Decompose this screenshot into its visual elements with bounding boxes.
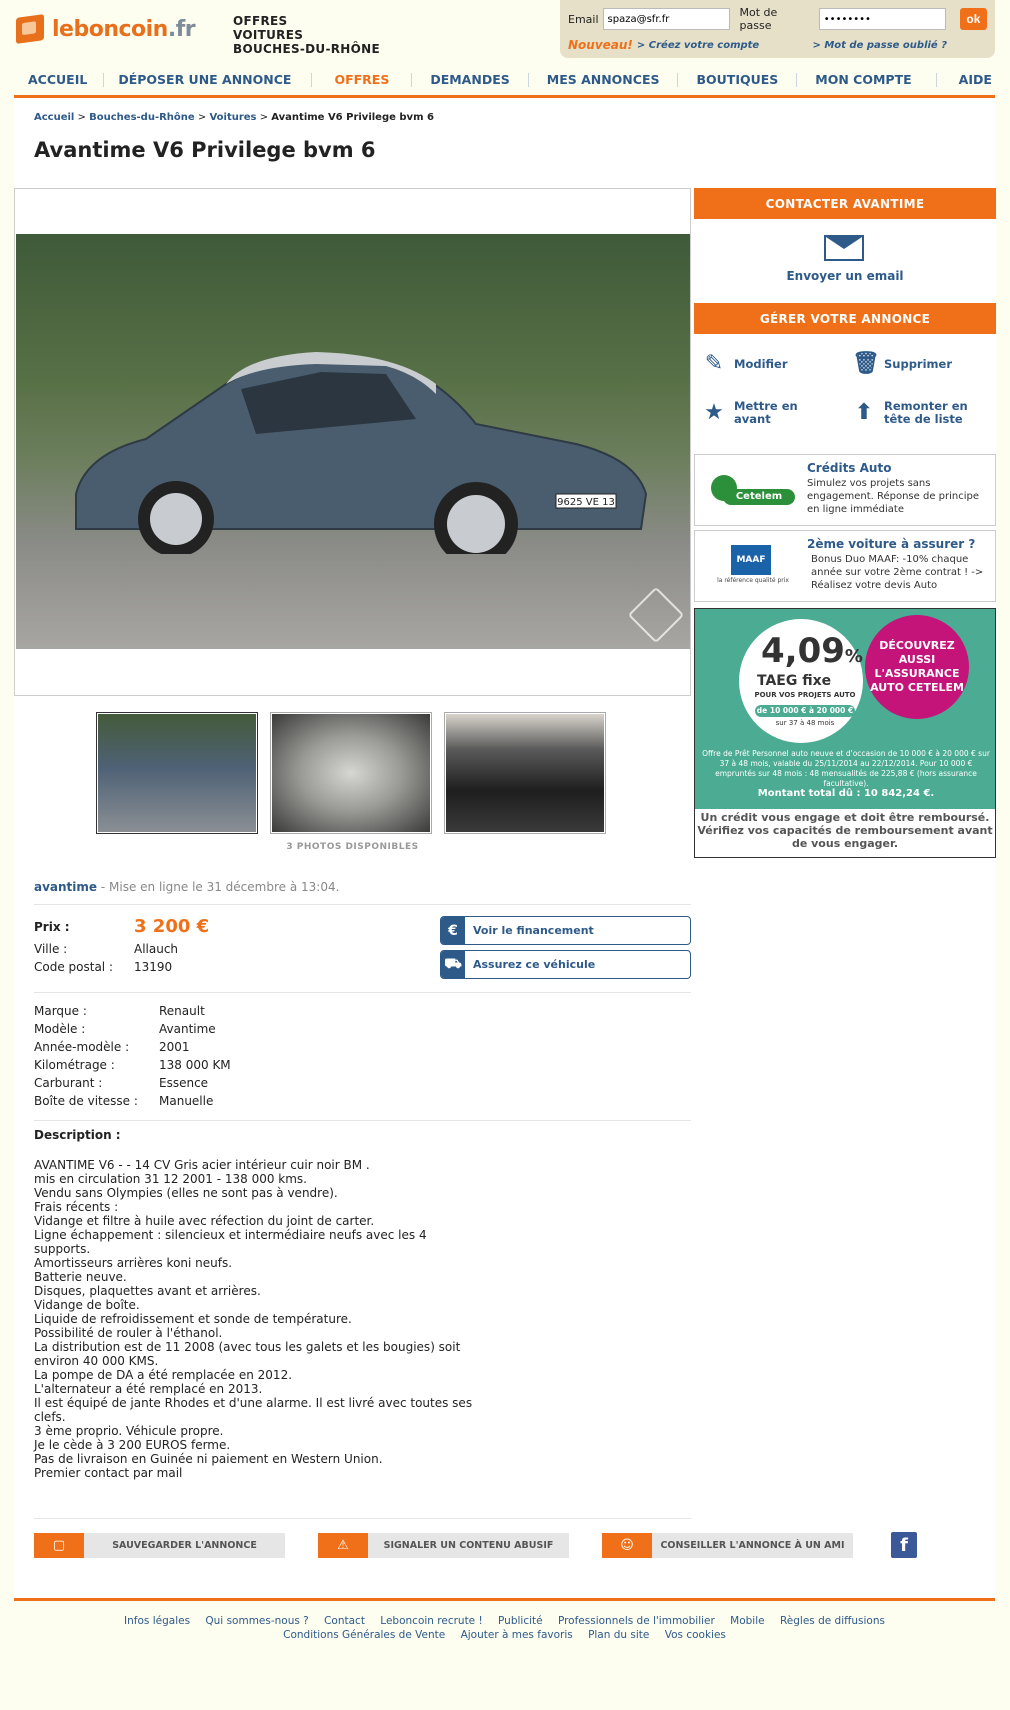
main-photo-frame[interactable] [14, 188, 691, 696]
login-ok-button[interactable]: ok [960, 8, 987, 30]
nav-aide[interactable]: AIDE [958, 71, 992, 87]
photos-count: 3 PHOTOS DISPONIBLES [286, 842, 419, 852]
warning-icon: ⚠ [318, 1533, 368, 1558]
sidebar [694, 188, 996, 858]
main-nav [14, 64, 995, 98]
cetelem-ad[interactable] [694, 454, 996, 526]
thumbnail-engine[interactable] [270, 712, 432, 834]
nav-mes-annonces[interactable]: MES ANNONCES [529, 73, 679, 87]
spec-row: Année-modèle : 2001 [34, 1040, 190, 1054]
posted-date: - Mise en ligne le 31 décembre à 13:04. [100, 880, 340, 894]
ad-body: Bonus Duo MAAF: -10% chaque année sur votre 2ème contrat ! -> Réalisez votre devis Auto [811, 554, 984, 591]
logo-cube-icon [14, 12, 48, 46]
footer-link[interactable]: Mobile [730, 1615, 765, 1627]
watermark-icon [628, 587, 685, 644]
ad-body: Simulez vos projets sans engagement. Réponse de principe en ligne immédiate [807, 478, 980, 515]
manage-header: GÉRER VOTRE ANNONCE [694, 303, 996, 334]
star-icon: ★ [704, 400, 724, 425]
nav-accueil[interactable]: ACCUEIL [14, 73, 104, 87]
arrow-up-icon: ⬆ [854, 400, 874, 425]
banner-warning: Un crédit vous engage et doit être remboursé. Vérifiez vos capacités de remboursement avant de vous engager. [695, 809, 995, 858]
envelope-icon [824, 235, 864, 261]
banner-taeg: TAEG fixe [757, 673, 832, 689]
nav-demandes[interactable]: DEMANDES [412, 73, 528, 87]
footer-link[interactable]: Ajouter à mes favoris [460, 1629, 573, 1641]
action-bar [34, 1532, 917, 1558]
footer-link[interactable]: Conditions Générales de Vente [283, 1629, 446, 1641]
footer-link[interactable]: Qui sommes-nous ? [205, 1615, 309, 1627]
car-illustration [56, 344, 656, 554]
spec-list [34, 1002, 231, 1110]
description-text: AVANTIME V6 - - 14 CV Gris acier intérieur cuir noir BM . mis en circulation 31 12 2001 - 138 000 kms. Vendu sans Olympies (elles ne sont pas à vendre). Frais récents : Vidange et filtre à huile avec réfection du joint de carter. Ligne échappement : silencieux et intermédiaire neufs avec les 4 supports. Amortisseurs arrières koni neufs. Batterie neuve. Disques, plaquettes avant et arrières. Vidange de boîte. Liquide de refroidissement et sonde de température. Possibilité de rouler à l'éthanol. La distribution est de 11 2008 (avec tous les galets et les bougies) soit environ 40 000 KMS. La pompe de DA a été remplacée en 2012. L'alternateur a été remplacé en 2013. Il est équipé de jante Rhodes et d'une alarme. Il est livré avec toutes ses clefs. 3 ème proprio. Véhicule propre. Je le cède à 3 200 EUROS ferme. Pas de livraison en Guinée ni paiement en Western Union. Premier contact par mail [34, 1158, 473, 1480]
nav-mon-compte[interactable]: MON COMPTE [797, 73, 936, 87]
banner-insurance-circle: DÉCOUVREZ AUSSI L'ASSURANCE AUTO CETELEM [865, 615, 969, 719]
breadcrumb-link[interactable]: Voitures [209, 112, 257, 123]
save-listing-button[interactable]: ▢ SAUVEGARDER L'ANNONCE [34, 1533, 285, 1558]
banner-projets: POUR VOS PROJETS AUTO [754, 691, 856, 699]
price-value: 3 200 € [134, 916, 210, 937]
footer-links [14, 1614, 995, 1642]
edit-button[interactable]: ✎ Modifier [702, 352, 788, 376]
share-friend-button[interactable]: ☺ CONSEILLER L'ANNONCE À UN AMI [602, 1533, 853, 1558]
password-field[interactable] [819, 8, 946, 30]
save-icon: ▢ [34, 1533, 84, 1558]
city-label: Ville : [34, 942, 68, 956]
divider [34, 992, 691, 993]
city-value: Allauch [134, 942, 179, 956]
car-icon: ⛟ [441, 951, 465, 978]
breadcrumb: Accueil > Bouches-du-Rhône > Voitures > Avantime V6 Privilege bvm 6 [34, 112, 434, 123]
new-label: Nouveau! [568, 38, 633, 52]
contact-header: CONTACTER AVANTIME [694, 188, 996, 219]
financing-button[interactable]: € Voir le financement [440, 916, 691, 945]
car-photo [16, 234, 690, 649]
seller-link[interactable]: avantime [34, 880, 98, 894]
forgot-password-link[interactable]: > Mot de passe oublié ? [812, 39, 947, 51]
banner-legal: Offre de Prêt Personnel auto neuve et d'occasion de 10 000 € à 20 000 € sur 37 à 48 mois, valable du 25/11/2014 au 22/12/2014. Pour 10 000 € empruntés sur 48 mois : 48 mensualités de 225,88 € (hors assurance facultative). Montant total dû : 10 842,24 €. [702, 749, 990, 799]
footer-divider [14, 1598, 995, 1601]
manage-box [694, 334, 996, 452]
postal-value: 13190 [134, 960, 173, 974]
breadcrumb-link[interactable]: Bouches-du-Rhône [89, 112, 195, 123]
euro-icon: € [441, 917, 465, 944]
maaf-ad[interactable] [694, 530, 996, 602]
price-label: Prix : [34, 920, 70, 934]
ad-title: Crédits Auto [807, 461, 892, 475]
trash-icon: 🗑 [852, 351, 880, 376]
divider [34, 1518, 691, 1519]
spec-row: Marque : Renault [34, 1004, 205, 1018]
listing-panel [14, 98, 995, 1598]
spec-row: Modèle : Avantime [34, 1022, 216, 1036]
footer-link[interactable]: Plan du site [588, 1629, 650, 1641]
nav-deposer[interactable]: DÉPOSER UNE ANNONCE [104, 73, 312, 87]
license-plate: 9625 VE 13 [557, 497, 615, 508]
cetelem-logo: Cetelem [705, 469, 801, 511]
divider [34, 1120, 691, 1121]
description-label: Description : [34, 1128, 121, 1142]
maaf-logo: MAAF la référence qualité prix [705, 545, 801, 587]
footer-link[interactable]: Professionnels de l'immobilier [557, 1615, 715, 1627]
pencil-icon: ✎ [704, 351, 724, 376]
logo-text: leboncoin.fr [52, 16, 196, 42]
ad-title: 2ème voiture à assurer ? [807, 537, 976, 551]
section-context [233, 14, 380, 56]
contact-email-box[interactable] [694, 219, 996, 303]
breadcrumb-link[interactable]: Accueil [34, 112, 75, 123]
footer-link[interactable]: Infos légales [124, 1615, 191, 1627]
thumbnail-interior[interactable] [444, 712, 606, 834]
footer-link[interactable]: Leboncoin recrute ! [380, 1615, 483, 1627]
bump-button[interactable]: ⬆ Remonter en tête de liste [852, 400, 984, 426]
email-label: Email [568, 12, 599, 26]
breadcrumb-current: Avantime V6 Privilege bvm 6 [271, 112, 434, 123]
seller-line [34, 880, 339, 894]
nav-offres[interactable]: OFFRES [312, 73, 412, 87]
site-logo[interactable] [14, 12, 195, 46]
send-email-link[interactable]: Envoyer un email [786, 269, 904, 283]
banner-amount: de 10 000 € à 20 000 € [756, 706, 854, 715]
spec-row: Boîte de vitesse : Manuelle [34, 1094, 214, 1108]
spec-row: Kilométrage : 138 000 KM [34, 1058, 231, 1072]
friends-icon: ☺ [602, 1533, 652, 1558]
footer-link[interactable]: Vos cookies [664, 1629, 726, 1641]
banner-rate: 4,09% [761, 631, 863, 671]
thumbnail-strip [96, 712, 618, 834]
credit-banner-ad[interactable] [694, 608, 996, 858]
footer-link[interactable]: Règles de diffusions [779, 1615, 885, 1627]
insurance-button[interactable]: ⛟ Assurez ce véhicule [440, 950, 691, 979]
postal-label: Code postal : [34, 960, 113, 974]
report-abuse-button[interactable]: ⚠ SIGNALER UN CONTENU ABUSIF [318, 1533, 569, 1558]
footer-link[interactable]: Contact [324, 1615, 365, 1627]
footer-link[interactable]: Publicité [498, 1615, 543, 1627]
context-line: OFFRES [233, 14, 288, 28]
create-account-link[interactable]: > Créez votre compte [636, 39, 760, 51]
password-label: Mot de passe [739, 6, 778, 32]
thumbnail-exterior[interactable] [96, 712, 258, 834]
context-line: BOUCHES-DU-RHÔNE [233, 42, 380, 56]
feature-button[interactable]: ★ Mettre en avant [702, 400, 814, 426]
page-title: Avantime V6 Privilege bvm 6 [34, 138, 376, 162]
divider [34, 904, 691, 905]
nav-boutiques[interactable]: BOUTIQUES [678, 73, 797, 87]
context-line: VOITURES [233, 28, 304, 42]
banner-duration: sur 37 à 48 mois [775, 719, 835, 727]
facebook-icon[interactable]: f [891, 1532, 917, 1558]
login-panel [560, 0, 995, 58]
email-field[interactable] [603, 8, 730, 30]
spec-row: Carburant : Essence [34, 1076, 209, 1090]
delete-button[interactable]: 🗑 Supprimer [852, 351, 953, 376]
